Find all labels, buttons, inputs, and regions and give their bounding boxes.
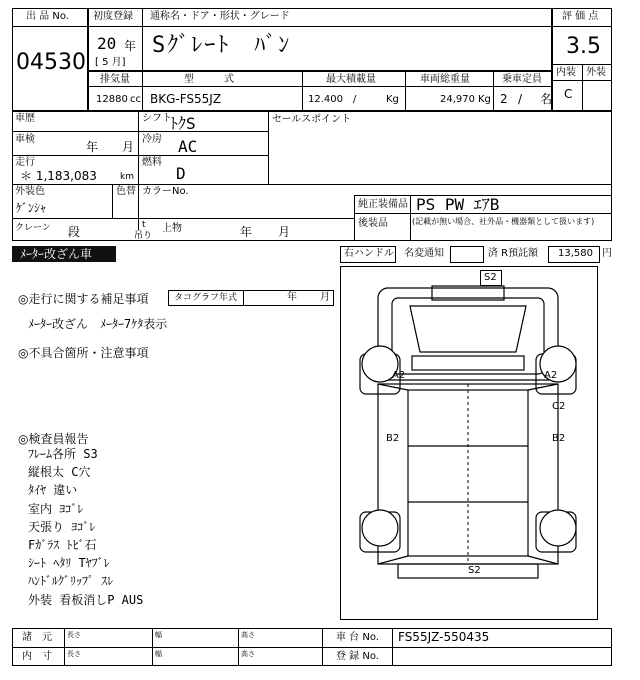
upper-year-label: 年 xyxy=(240,225,253,239)
score-label: 評 価 点 xyxy=(562,11,599,22)
tacho-year-label: 年 xyxy=(287,292,297,303)
sales-points-label: セールスポイント xyxy=(272,114,352,125)
gross-weight-label: 車両総重量 xyxy=(420,74,470,85)
name-change-box xyxy=(450,246,484,263)
gross-weight-value: 24,970 xyxy=(440,94,475,105)
capacity-value: 2 xyxy=(500,92,508,106)
lot-number-label: 出 品 No. xyxy=(26,11,69,22)
dims-label: 諸 元 xyxy=(22,632,52,643)
inspection-label: 車検 xyxy=(15,134,35,145)
model-grade-label: 通称名・ドア・形状・グレード xyxy=(150,11,290,22)
defects-label: ◎不具合箇所・注意事項 xyxy=(18,346,149,360)
inspector-item: 室内 ﾖｺﾞﾚ xyxy=(28,501,84,516)
ac-label: 冷房 xyxy=(142,134,162,145)
capacity-unit: 名 xyxy=(540,92,553,106)
crane-hook-label: 吊り xyxy=(134,231,153,241)
width-label: 幅 xyxy=(155,631,162,639)
shift-value: ﾄｸS xyxy=(170,114,196,133)
capacity-separator: / xyxy=(518,92,523,106)
recycle-value: 13,580 xyxy=(558,248,593,259)
recycle-unit: 円 xyxy=(602,248,612,259)
chassis-label: 車 台 No. xyxy=(336,632,379,643)
mark-left-mid: B2 xyxy=(386,433,400,444)
lot-number: 04530 xyxy=(16,50,86,75)
mark-left-front: A2 xyxy=(392,370,406,381)
history-label: 車歴 xyxy=(15,113,35,124)
inner-length-label: 長さ xyxy=(67,650,81,658)
inspector-item: Fｶﾞﾗｽ ﾄﾋﾞ石 xyxy=(28,538,97,552)
displacement-value: 12880 xyxy=(96,94,128,105)
chassis-number: FS55JZ-550435 xyxy=(398,630,490,644)
inspector-item: 外装 看板消しP AUS xyxy=(28,592,144,607)
displacement-label: 排気量 xyxy=(100,74,130,85)
inspection-month-label: 月 xyxy=(122,140,135,154)
recycle-label: 済 R預託額 xyxy=(488,248,539,259)
fuel-value: D xyxy=(176,164,186,183)
length-label: 長さ xyxy=(67,631,81,639)
meter-tampered-text: ﾒｰﾀｰ改ざん車 xyxy=(20,247,93,261)
mark-right-front: A2 xyxy=(544,370,558,381)
rhd-label: 右ハンドル xyxy=(344,248,394,259)
running-note-text: ﾒｰﾀｰ改ざん ﾒｰﾀｰ7ｹﾀ表示 xyxy=(28,317,168,331)
inner-height-label: 高さ xyxy=(241,650,255,658)
registration-year: 20 xyxy=(97,34,117,53)
exterior-label: 外装 xyxy=(586,67,606,78)
gross-weight-unit: Kg xyxy=(478,94,491,105)
auction-score: 3.5 xyxy=(566,34,601,59)
color-change-label: 色替 xyxy=(116,186,136,197)
upper-month-label: 月 xyxy=(278,225,291,239)
equipment-value: PS PW ｴｱB xyxy=(416,195,500,214)
inspector-item: 縦根太 C穴 xyxy=(28,465,91,480)
inspector-item: 天張り ﾖｺﾞﾚ xyxy=(28,519,96,534)
inspector-item: ﾌﾚｰﾑ各所 S3 xyxy=(28,447,98,461)
grade-text: Sｸﾞﾚｰﾄ ﾊﾞﾝ xyxy=(152,33,292,58)
aftermarket-note: (記載が無い場合、社外品・機器類として扱います) xyxy=(412,217,595,226)
capacity-label: 乗車定員 xyxy=(502,74,542,85)
year-label: 年 xyxy=(124,39,137,53)
mark-rear: S2 xyxy=(468,565,481,576)
displacement-unit: cc xyxy=(130,94,141,105)
mileage-label: 走行 xyxy=(15,157,35,168)
shift-label: シフト xyxy=(142,113,172,124)
tacho-label: タコグラフ年式 xyxy=(174,293,238,303)
inspector-item: ﾊﾝﾄﾞﾙｸﾞﾘｯﾌﾟ ｽﾚ xyxy=(28,574,114,589)
running-notes-label: ◎走行に関する補足事項 xyxy=(18,292,149,306)
equipment-label: 純正装備品 xyxy=(358,199,408,210)
exterior-color-value: ｹﾞﾝｼｬ xyxy=(16,201,47,215)
interior-label: 内装 xyxy=(556,67,576,78)
first-registration-label: 初度登録 xyxy=(93,11,133,22)
inspector-item: ﾀｲﾔ 違い xyxy=(28,483,78,498)
fuel-label: 燃料 xyxy=(142,157,162,168)
max-load-unit: Kg xyxy=(386,94,399,105)
model-label: 型 式 xyxy=(184,74,234,85)
tacho-month-label: 月 xyxy=(320,292,330,303)
crane-ton-label: t xyxy=(142,220,146,230)
interior-grade: C xyxy=(564,87,573,101)
crane-label: クレーン xyxy=(15,223,51,233)
inspector-item: ｼｰﾄ ﾍﾀﾘ Tﾔﾌﾞﾚ xyxy=(28,556,110,571)
mark-front-top: S2 xyxy=(484,272,497,283)
mark-right-mid: B2 xyxy=(552,433,566,444)
reg-no-label: 登 録 No. xyxy=(336,651,379,662)
mileage-value: ＊ 1,183,083 xyxy=(20,169,97,183)
exterior-color-label: 外装色 xyxy=(15,186,45,197)
crane-stage-label: 段 xyxy=(68,225,81,239)
inspector-label: ◎検査員報告 xyxy=(18,432,89,446)
model-code: BKG-FS55JZ xyxy=(150,92,222,106)
inspection-year-label: 年 xyxy=(86,140,99,154)
inner-width-label: 幅 xyxy=(155,650,162,658)
height-label: 高さ xyxy=(241,631,255,639)
mark-right-upper: C2 xyxy=(552,401,566,412)
max-load-value: 12.400 / xyxy=(308,94,357,105)
name-change-label: 名変通知 xyxy=(404,248,444,259)
mileage-unit: km xyxy=(120,172,134,182)
max-load-label: 最大積載量 xyxy=(326,74,376,85)
inner-dims-label: 内 寸 xyxy=(22,651,52,662)
ac-value: AC xyxy=(178,137,198,156)
color-code-label: カラーNo. xyxy=(142,186,189,197)
registration-month: [ 5 月] xyxy=(95,57,126,68)
aftermarket-label: 後装品 xyxy=(358,218,388,229)
upper-body-label: 上物 xyxy=(162,223,182,234)
